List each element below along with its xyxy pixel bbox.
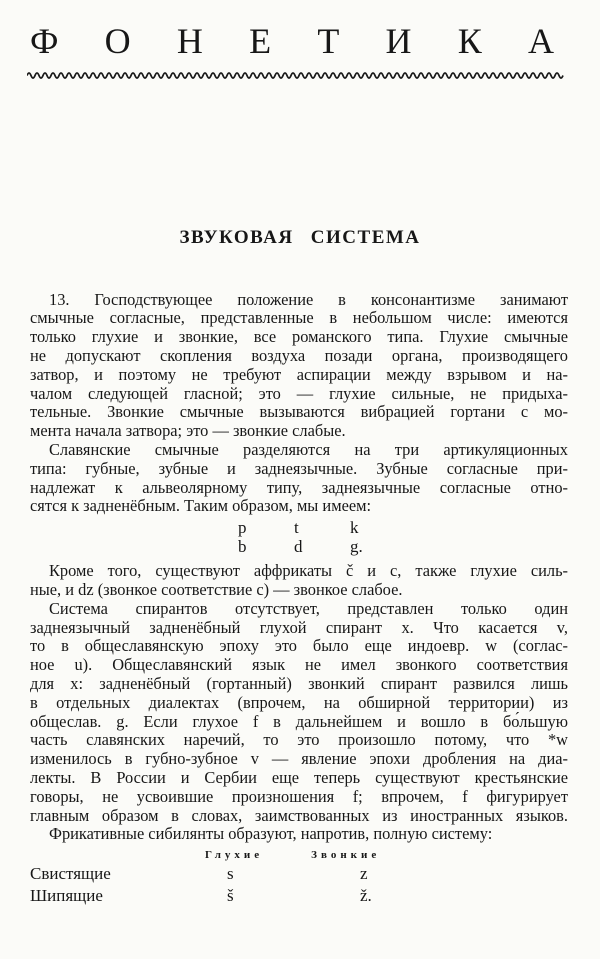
table-cell: g. xyxy=(350,537,363,557)
text-line: надлежат к альвеолярному типу, заднеязычные согласные отно- xyxy=(30,477,568,497)
table-cell: k xyxy=(350,518,359,538)
paragraph-slavic-stops xyxy=(30,441,568,516)
heading-letter: Н xyxy=(176,21,203,61)
text-line: лекты. В России и Сербии еще теперь существуют крестьянские xyxy=(30,767,568,787)
table-cell: z xyxy=(360,864,368,884)
text-line: то в общеславянскую эпоху это было еще индоевр. w (соглас- xyxy=(30,636,568,656)
heading-letter: Т xyxy=(317,21,340,61)
scanned-book-page xyxy=(0,22,600,959)
text-line: в отдельных диалектах (впрочем, на обширной территории) из xyxy=(30,692,568,712)
text-line: только глухие и звонкие, все романского типа. Глухие смычные xyxy=(30,327,568,347)
text-line: Система спирантов отсутствует, представлен только один xyxy=(49,598,568,618)
heading-letter: Ф xyxy=(30,21,59,61)
sibilant-table-header xyxy=(205,849,568,862)
table-cell: Шипящие xyxy=(30,885,103,905)
text-line: ные, и dz (звонкое соответствие c) — звонкое слабое. xyxy=(30,579,403,599)
table-cell: ž. xyxy=(360,885,372,905)
text-line: главным образом в словах, заимствованных из иностранных языков. xyxy=(30,805,568,825)
section-title: ЗВУКОВАЯ СИСТЕМА xyxy=(179,226,421,248)
text-line: мента начала затвора; это — звонкие слабые. xyxy=(30,421,346,441)
text-line: говоры, не усвоившие произношения f; впрочем, f фигурирует xyxy=(30,786,568,806)
heading-letter: О xyxy=(104,21,131,61)
text-line: 13. Господствующее положение в консонантизме занимают xyxy=(49,289,568,309)
table-cell: b xyxy=(238,537,247,557)
text-line: Славянские смычные разделяются на три артикуляционных xyxy=(49,439,568,459)
text-line: общеслав. g. Если глухое f в дальнейшем и вошло в бо́льшую xyxy=(30,711,568,731)
table-cell: d xyxy=(294,537,303,557)
sibilant-table xyxy=(30,863,568,906)
stop-consonant-table xyxy=(238,518,568,556)
heading-letter: К xyxy=(457,21,482,61)
text-line: Фрикативные сибилянты образуют, напротив, полную систему: xyxy=(49,824,493,844)
text-line: Кроме того, существуют аффрикаты č и c, также глухие силь- xyxy=(49,561,568,581)
table-cell: p xyxy=(238,518,247,538)
body-text xyxy=(30,291,568,907)
table-row xyxy=(238,537,568,556)
page-heading xyxy=(30,22,554,62)
table-row xyxy=(238,518,568,537)
paragraph-fricative-intro xyxy=(30,825,568,844)
table-row xyxy=(30,863,568,885)
text-line: тельные. Звонкие смычные вызываются вибрацией гортани с мо- xyxy=(30,402,568,422)
paragraph-affricates xyxy=(30,562,568,600)
table-cell: s xyxy=(227,864,234,884)
text-line: сятся к задненёбным. Таким образом, мы имеем: xyxy=(30,496,372,516)
text-line: чалом следующей гласной; это — глухие сильные, не придыха- xyxy=(30,383,568,403)
table-cell: t xyxy=(294,518,299,538)
text-line: не допускают скопления воздуха позади органа, производящего xyxy=(30,345,568,365)
text-line: часть славянских наречий, то это произошло потому, что *w xyxy=(30,730,568,750)
text-line: изменилось в губно-зубное v — явление эпохи дробления на диа- xyxy=(30,749,568,769)
text-line: заднеязычный задненёбный глухой спирант x. Что касается v, xyxy=(30,617,568,637)
paragraph-13 xyxy=(30,291,568,441)
text-line: смычные согласные, представленные в небольшом числе: имеются xyxy=(30,308,568,328)
heading-letter: И xyxy=(385,21,412,61)
text-line: ное u). Общеславянский язык не имел звонкого соответствия xyxy=(30,655,568,675)
decorative-wavy-rule xyxy=(27,70,566,81)
table-row xyxy=(30,885,568,907)
text-line: затвор, и поэтому не требуют аспирации между взрывом и на- xyxy=(30,364,568,384)
text-line: для x: задненёбный (гортанный) звонкий спирант развился лишь xyxy=(30,673,568,693)
heading-letter: А xyxy=(528,21,554,61)
sibilant-header-voiced: Звонкие xyxy=(311,849,381,862)
heading-letter: Е xyxy=(249,21,272,61)
table-cell: Свистящие xyxy=(30,864,111,884)
table-cell: š xyxy=(227,885,234,905)
text-line: типа: губные, зубные и заднеязычные. Зубные согласные при- xyxy=(30,458,568,478)
paragraph-spirants xyxy=(30,600,568,826)
sibilant-header-voiceless: Глухие xyxy=(205,849,264,862)
